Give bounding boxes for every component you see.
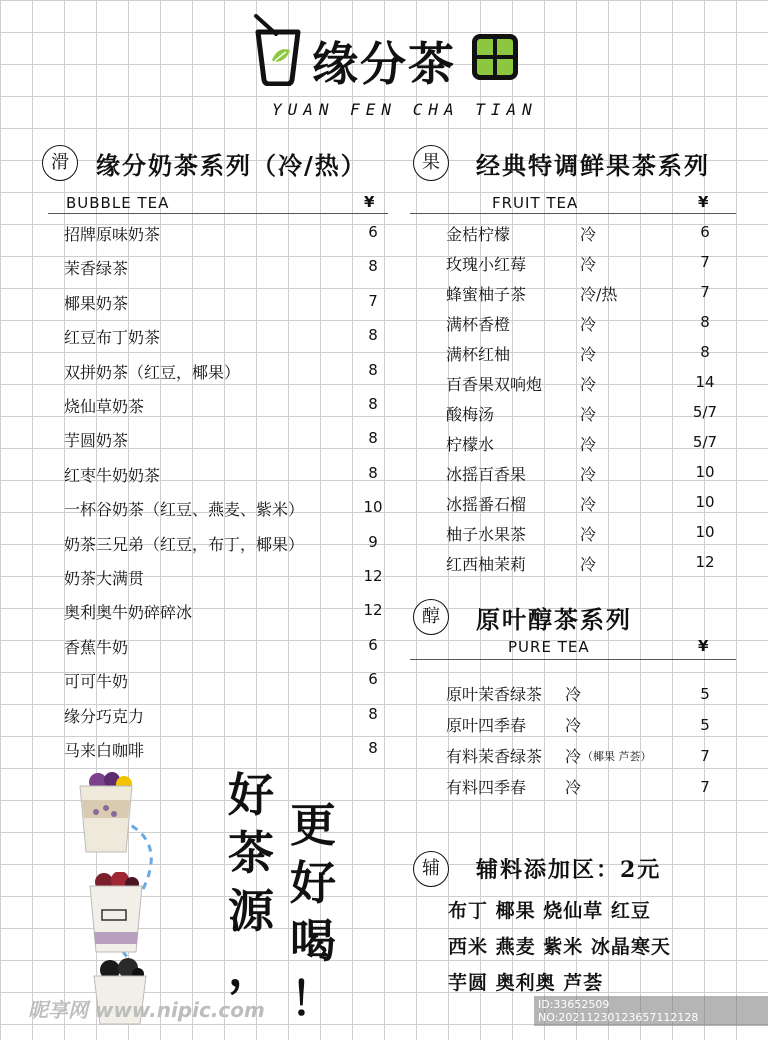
menu-item-price: 12 (363, 567, 383, 585)
menu-item-name: 奶茶大满贯 (64, 569, 145, 588)
menu-item-temp: 冷 (580, 225, 597, 244)
menu-item-name: 奶茶三兄弟（红豆，布丁，椰果） (64, 534, 305, 554)
menu-item-price: 8 (368, 704, 378, 723)
menu-item-price: 6 (368, 635, 378, 654)
menu-item-price: 5/7 (692, 433, 718, 451)
pure-tea-subtitle: PURE TEA (508, 638, 590, 656)
pure-tea-badge: 醇 (413, 599, 449, 635)
menu-item-price: 8 (368, 360, 378, 379)
slogan-right (288, 796, 338, 1028)
menu-item-temp: 冷 (580, 465, 597, 484)
menu-item-temp: 冷 (580, 345, 597, 364)
menu-item-name: 有料四季春 (446, 778, 527, 797)
brand-subtitle: YUAN FEN CHA TIAN (272, 100, 538, 119)
menu-item-name: 原叶四季春 (446, 716, 527, 735)
pure-tea-currency: ¥ (698, 637, 709, 655)
addons-line: 布丁 椰果 烧仙草 红豆 (448, 900, 651, 922)
menu-item-name: 柠檬水 (446, 435, 495, 454)
menu-item-name: 有料茉香绿茶 (446, 747, 543, 766)
addons-line: 芋圆 奥利奥 芦荟 (448, 972, 604, 994)
menu-item-price: 9 (368, 532, 378, 551)
menu-item-name: 香蕉牛奶 (64, 637, 129, 657)
menu-item-price: 12 (363, 601, 383, 620)
menu-item-price: 8 (368, 739, 378, 757)
menu-item-price: 8 (368, 257, 378, 276)
menu-item-temp: 冷 (580, 525, 597, 544)
menu-item-name: 可可牛奶 (64, 672, 129, 692)
milk-tea-currency: ¥ (364, 193, 375, 211)
menu-item-name: 双拼奶茶（红豆，椰果） (64, 362, 241, 382)
milk-tea-cup-icon (76, 772, 136, 854)
menu-item-temp: 冷 (565, 685, 582, 704)
milk-tea-title: 缘分奶茶系列（冷/热） (96, 151, 367, 180)
menu-item-price: 7 (368, 291, 378, 310)
menu-item-name: 满杯红柚 (446, 345, 511, 364)
menu-item-price: 10 (695, 463, 715, 481)
menu-item-temp: 冷 (580, 375, 597, 394)
menu-item-name: 一杯谷奶茶（红豆、燕麦、紫米） (64, 500, 305, 520)
slogan-char: 茶 (228, 826, 274, 880)
menu-item-price: 10 (695, 493, 715, 511)
menu-item-name: 柚子水果茶 (446, 525, 527, 544)
menu-item-price: 7 (700, 747, 710, 765)
menu-item-name: 冰摇番石榴 (446, 495, 527, 514)
menu-item-price: 8 (368, 429, 378, 448)
menu-item-price: 8 (368, 326, 378, 345)
menu-item-name: 金桔柠檬 (446, 225, 511, 244)
menu-item-price: 7 (700, 253, 710, 271)
menu-item-price: 12 (695, 553, 715, 571)
menu-item-name: 烧仙草奶茶 (64, 397, 145, 416)
watermark-site: 昵享网 www.nipic.com (28, 998, 265, 1022)
menu-item-price: 6 (700, 223, 710, 241)
menu-item-temp: 冷 (580, 435, 597, 454)
menu-item-price: 8 (368, 395, 378, 413)
menu-item-name: 芋圆奶茶 (64, 431, 129, 451)
slogan-char: 好 (228, 768, 274, 822)
slogan-char: 好 (290, 856, 336, 910)
menu-item-price: 8 (368, 463, 378, 482)
menu-item-temp: 冷 (580, 405, 597, 424)
slogan-char: 源 (228, 884, 274, 938)
menu-item-price: 6 (368, 223, 378, 241)
menu-item-name: 红枣牛奶奶茶 (64, 465, 161, 485)
menu-item-price: 10 (363, 498, 383, 517)
menu-item-name: 冰摇百香果 (446, 465, 527, 484)
menu-item-name: 马来白咖啡 (64, 741, 145, 760)
slogan-char: 喝 (290, 914, 336, 968)
slogan-char: 更 (290, 798, 336, 852)
menu-item-temp: 冷 (580, 315, 597, 334)
menu-item-price: 14 (695, 373, 715, 391)
menu-item-price: 7 (700, 283, 710, 301)
menu-item-name: 招牌原味奶茶 (64, 225, 161, 244)
menu-item-price: 8 (700, 313, 710, 331)
menu-item-name: 红西柚茉莉 (446, 555, 527, 574)
fruit-tea-subtitle: FRUIT TEA (492, 194, 579, 212)
milk-tea-divider (48, 213, 388, 214)
fruit-tea-divider (410, 213, 736, 214)
menu-item-temp: 冷 (565, 778, 582, 797)
slogan-left (226, 766, 276, 998)
menu-item-temp: 冷 (580, 255, 597, 274)
menu-item-price: 5 (700, 685, 710, 703)
menu-item-name: 缘分巧克力 (64, 706, 145, 726)
slogan-char: ！ (290, 972, 336, 1026)
menu-item-name: 茉香绿茶 (64, 259, 129, 279)
menu-item-temp: 冷 (565, 747, 582, 766)
fruit-cup-icon (86, 872, 146, 954)
milk-tea-badge: 滑 (42, 145, 78, 181)
watermark-id: ID:33652509 NO:20211230123657112128 (534, 996, 768, 1026)
menu-item-price: 10 (695, 523, 715, 541)
slogan-char: ， (228, 942, 274, 996)
brand-name: 缘分茶 (312, 37, 456, 91)
menu-item-name: 椰果奶茶 (64, 293, 129, 313)
menu-item-name: 奥利奥牛奶碎碎冰 (64, 603, 193, 623)
menu-item-name: 玫瑰小红莓 (446, 255, 527, 274)
menu-item-name: 蜂蜜柚子茶 (446, 285, 527, 304)
menu-item-price: 8 (700, 343, 710, 361)
addons-title: 辅料添加区：2元 (476, 857, 662, 883)
menu-item-note: （椰果 芦荟） (582, 750, 652, 763)
fruit-tea-badge: 果 (413, 145, 449, 181)
menu-item-temp: 冷 (580, 555, 597, 574)
menu-item-name: 酸梅汤 (446, 405, 495, 424)
menu-item-name: 满杯香橙 (446, 315, 511, 334)
pure-tea-divider (410, 659, 736, 660)
menu-item-temp: 冷 (580, 495, 597, 514)
brand-field-icon (472, 34, 518, 80)
menu-item-price: 5 (700, 716, 710, 734)
addons-line: 西米 燕麦 紫米 冰晶寒天 (448, 936, 671, 958)
menu-item-name: 原叶茉香绿茶 (446, 685, 543, 704)
menu-item-temp: 冷 (565, 716, 582, 735)
menu-item-price: 5/7 (692, 403, 718, 421)
cup-logo-icon (252, 14, 304, 86)
addons-badge: 辅 (413, 851, 449, 887)
fruit-tea-currency: ¥ (698, 193, 709, 211)
menu-item-name: 百香果双响炮 (446, 375, 543, 394)
fruit-tea-title: 经典特调鲜果茶系列 (476, 151, 710, 180)
menu-item-price: 7 (700, 778, 710, 796)
menu-item-price: 6 (368, 670, 378, 689)
menu-item-temp: 冷/热 (580, 285, 618, 304)
menu-item-name: 红豆布丁奶茶 (64, 328, 161, 348)
pure-tea-title: 原叶醇茶系列 (476, 605, 632, 634)
milk-tea-subtitle: BUBBLE TEA (66, 194, 170, 212)
